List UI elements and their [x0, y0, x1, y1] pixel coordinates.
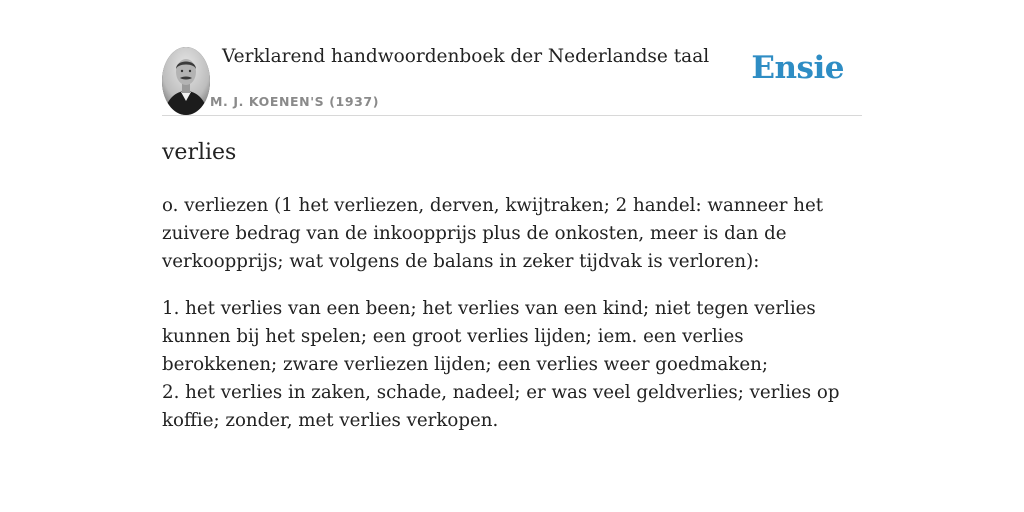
- ensie-logo[interactable]: Ensie: [751, 50, 844, 86]
- entry-grammar: o. verliezen (1 het verliezen, derven, kwijtraken; 2 handel: wanneer het zuivere bedrag van de inkoopprijs plus de onkosten, meer is dan de verkoopprijs; wat volgens de balans in zeker tijdvak is verloren):: [162, 195, 824, 272]
- dictionary-header: [162, 44, 862, 116]
- entry-headword: verlies: [162, 140, 237, 165]
- author-portrait-icon: [162, 47, 210, 115]
- entry-body: [162, 192, 857, 454]
- entry-senses: [162, 295, 857, 435]
- entry-sense: 1. het verlies van een been; het verlies van een kind; niet tegen verlies kunnen bij het spelen; een groot verlies lijden; iem. een verlies berokkenen; zware verliezen lijden; een verlies weer goedmaken;: [162, 298, 816, 375]
- dictionary-title[interactable]: Verklarend handwoordenboek der Nederlandse taal: [222, 46, 710, 67]
- entry-sense: 2. het verlies in zaken, schade, nadeel; er was veel geldverlies; verlies op koffie; zonder, met verlies verkopen.: [162, 382, 840, 431]
- dictionary-author: M. J. KOENEN'S (1937): [210, 94, 380, 109]
